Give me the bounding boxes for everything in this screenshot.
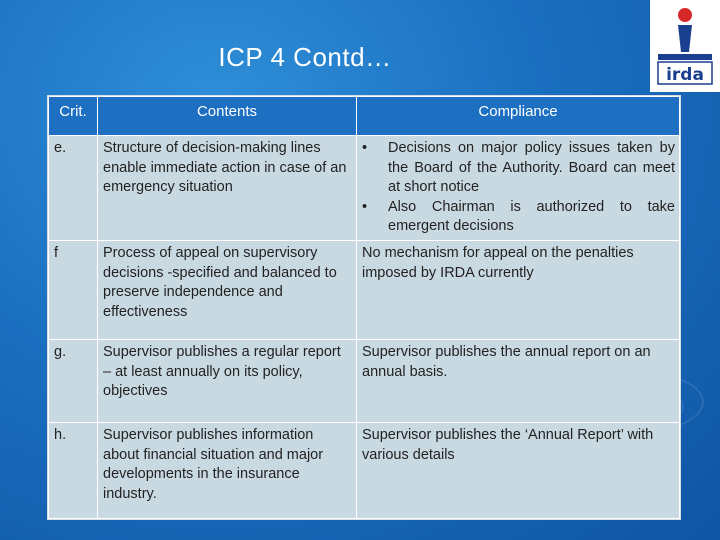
compliance-bullet-text: Decisions on major policy issues taken by the Board of the Authority. Board can meet at short notice: [388, 140, 675, 195]
table-row: [49, 423, 679, 518]
crit-cell: e.: [49, 136, 97, 240]
header-contents: Contents: [98, 97, 356, 135]
compliance-bullet-list: [362, 139, 675, 237]
header-compliance: Compliance: [357, 97, 679, 135]
bullet-icon: •: [362, 198, 368, 215]
crit-cell: f: [49, 241, 97, 339]
bullet-icon: •: [362, 140, 368, 156]
crit-cell: h.: [49, 423, 97, 518]
logo-lettering: irda: [666, 65, 704, 85]
table-row: [49, 241, 679, 339]
header-crit: Crit.: [49, 97, 97, 135]
compliance-bullet-text: Also Chairman is authorized to take emergent decisions: [388, 198, 675, 234]
irda-logo: [650, 0, 720, 92]
crit-cell: g.: [49, 340, 97, 422]
compliance-cell: No mechanism for appeal on the penalties imposed by IRDA currently: [357, 241, 679, 339]
contents-cell: Supervisor publishes information about financial situation and major developments in the insurance industry.: [98, 423, 356, 518]
irda-logo-icon: [650, 0, 720, 92]
compliance-cell: Supervisor publishes the annual report on an annual basis.: [357, 340, 679, 422]
compliance-cell: [357, 136, 679, 240]
compliance-cell: Supervisor publishes the ‘Annual Report’ with various details: [357, 423, 679, 518]
list-item: [362, 198, 675, 237]
icp-table: [47, 95, 681, 520]
contents-cell: Supervisor publishes a regular report – at least annually on its policy, objectives: [98, 340, 356, 422]
table-header-row: [49, 97, 679, 135]
table-row: [49, 340, 679, 422]
contents-cell: Process of appeal on supervisory decisions -specified and balanced to preserve independence and effectiveness: [98, 241, 356, 339]
contents-cell: Structure of decision-making lines enable immediate action in case of an emergency situation: [98, 136, 356, 240]
table-row: [49, 136, 679, 240]
list-item: [362, 139, 675, 198]
slide-title: ICP 4 Contd…: [218, 42, 392, 72]
